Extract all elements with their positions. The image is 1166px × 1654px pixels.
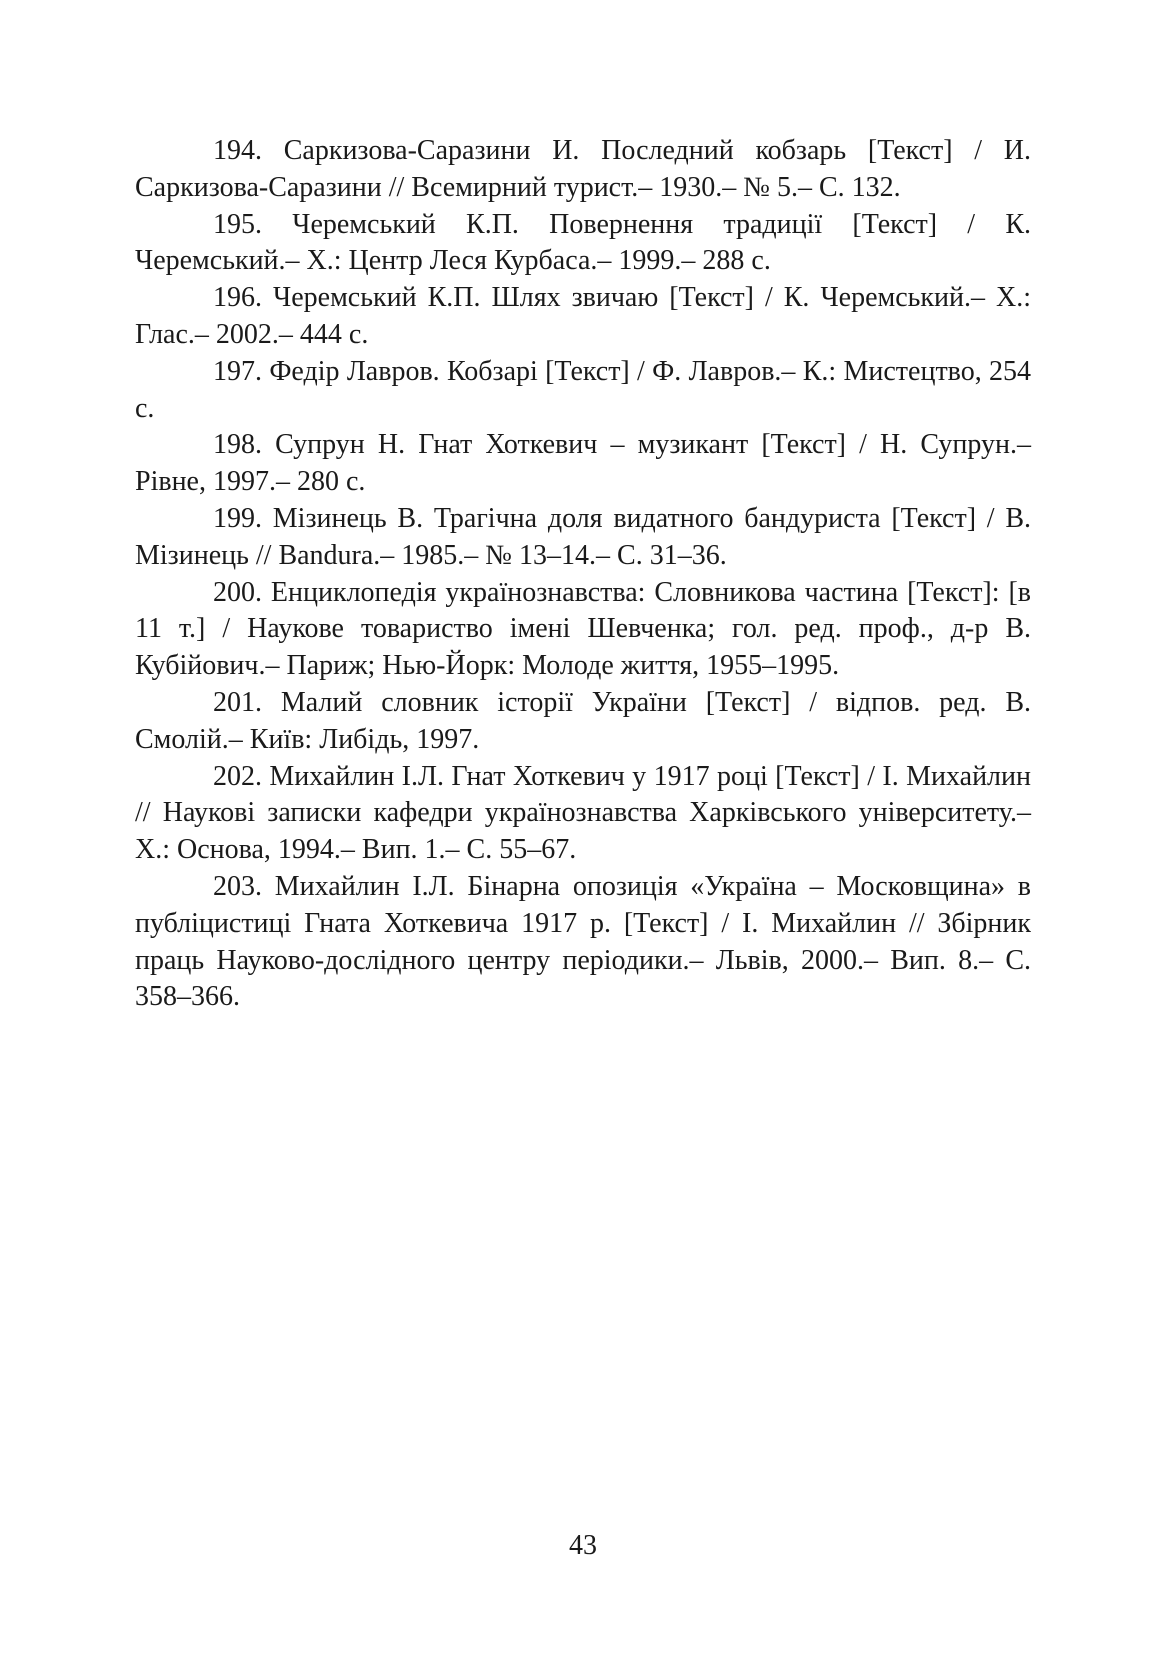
reference-item	[135, 869, 1031, 1016]
reference-text: Черемський К.П. Шлях звичаю [Текст] / К. Черемський.– Х.: Глас.– 2002.– 444 с.	[135, 282, 1031, 350]
reference-number: 199.	[213, 502, 262, 534]
reference-number: 195.	[213, 208, 262, 240]
reference-item	[135, 207, 1031, 281]
reference-list	[135, 133, 1031, 1016]
reference-item	[135, 354, 1031, 428]
reference-text: Михайлин І.Л. Бінарна опозиція «Україна – Московщина» в публіцистиці Гната Хоткевича 1917 р. [Текст] / І. Михайлин // Збірник праць Науково-дослідного центру періодики.– Львів, 2000.– Вип. 8.– С. 358–366.	[135, 870, 1031, 1013]
reference-number: 200.	[213, 576, 262, 608]
reference-item	[135, 501, 1031, 575]
reference-number: 196.	[213, 282, 262, 314]
reference-number: 198.	[213, 429, 262, 461]
reference-number: 202.	[213, 760, 262, 792]
reference-item	[135, 685, 1031, 759]
reference-item	[135, 280, 1031, 354]
reference-text: Енциклопедія українознавства: Словникова частина [Текст]: [в 11 т.] / Наукове товариство імені Шевченка; гол. ред. проф., д-р В. Кубійович.– Париж; Нью-Йорк: Молоде життя, 1955–1995.	[135, 576, 1031, 682]
reference-text: Супрун Н. Гнат Хоткевич – музикант [Текст] / Н. Супрун.– Рівне, 1997.– 280 с.	[135, 429, 1031, 498]
reference-number: 201.	[213, 686, 262, 718]
reference-text: Саркизова-Саразини И. Последний кобзарь [Текст] / И. Саркизова-Саразини // Всемирний турист.– 1930.– № 5.– С. 132.	[135, 135, 1032, 203]
reference-text: Малий словник історії України [Текст] / відпов. ред. В. Смолій.– Київ: Либідь, 1997.	[135, 686, 1032, 755]
reference-number: 194.	[213, 135, 262, 166]
reference-item	[135, 575, 1031, 685]
reference-text: Черемський К.П. Повернення традиції [Текст] / К. Черемський.– Х.: Центр Леся Курбаса.– 1999.– 288 с.	[135, 208, 1032, 277]
reference-item	[135, 427, 1031, 501]
reference-item	[135, 759, 1031, 869]
page-number: 43	[569, 1530, 597, 1561]
reference-number: 203.	[213, 870, 262, 902]
reference-text: Михайлин І.Л. Гнат Хоткевич у 1917 році [Текст] / І. Михайлин // Наукові записки кафедри українознавства Харківського університету.– Х.: Основа, 1994.– Вип. 1.– С. 55–67.	[135, 760, 1031, 866]
reference-number: 197.	[213, 355, 262, 387]
reference-text: Мізинець В. Трагічна доля видатного бандуриста [Текст] / В. Мізинець // Bandura.– 1985.– № 13–14.– С. 31–36.	[135, 502, 1031, 571]
reference-item	[135, 133, 1031, 207]
reference-text: Федір Лавров. Кобзарі [Текст] / Ф. Лавров.– К.: Мистецтво, 254 с.	[135, 355, 1032, 424]
